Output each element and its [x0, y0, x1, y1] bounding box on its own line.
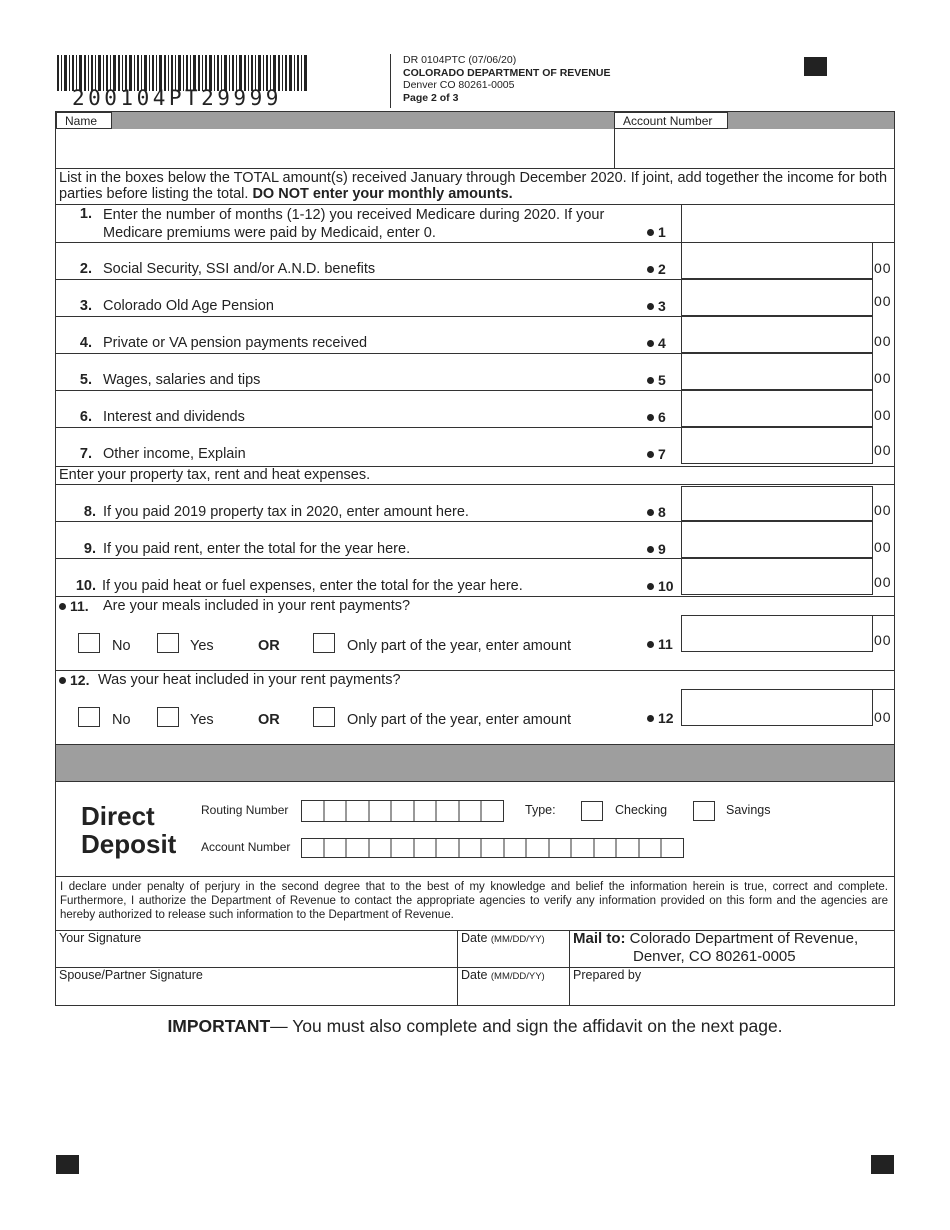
line-5-cents: 00	[874, 370, 892, 386]
line-2-ref: 2	[647, 261, 666, 277]
spouse-date-field[interactable]	[458, 967, 569, 1005]
page-number: Page 2 of 3	[403, 91, 459, 104]
form-header	[390, 54, 610, 108]
line-4-text: Private or VA pension payments received	[103, 335, 368, 351]
line-3-amount-input[interactable]	[681, 279, 872, 316]
checking-checkbox[interactable]	[581, 801, 603, 821]
instructions: List in the boxes below the TOTAL amount(s) received January through December 2020. If joint, add together the income for both parties before listing the total. DO NOT enter your monthly amounts.	[59, 170, 888, 202]
line-2-text: Social Security, SSI and/or A.N.D. benefits	[103, 261, 376, 277]
name-header-bar	[56, 112, 614, 129]
line-3-text: Colorado Old Age Pension	[103, 298, 274, 314]
spouse-signature-field[interactable]	[56, 967, 457, 1005]
line-6-ref: 6	[647, 409, 666, 425]
type-label: Type:	[525, 803, 556, 817]
line-1-text: Enter the number of months (1-12) you received Medicare during 2020. If your Medicare premiums were paid by Medicaid, enter 0.	[103, 207, 605, 241]
routing-number-label: Routing Number	[201, 803, 289, 817]
line-8-text: If you paid 2019 property tax in 2020, enter amount here.	[103, 504, 469, 520]
line-10-number: 10.	[75, 578, 96, 594]
line-row	[56, 558, 894, 595]
important-notice: IMPORTANT— You must also complete and sign the affidavit on the next page.	[167, 1016, 783, 1036]
q12-cents: 00	[874, 709, 892, 725]
account-number-label: Account Number	[614, 112, 728, 129]
line-row	[56, 242, 894, 279]
line-5-amount-input[interactable]	[681, 353, 872, 390]
line-10-cents: 00	[874, 574, 892, 590]
q12-amount-input[interactable]	[681, 689, 872, 726]
line-row	[56, 279, 894, 316]
line-7-cents: 00	[874, 442, 892, 458]
line-9-ref: 9	[647, 541, 666, 557]
q11-yes-label: Yes	[190, 638, 214, 654]
savings-label: Savings	[726, 803, 771, 817]
form-id: DR 0104PTC (07/06/20)	[403, 54, 517, 66]
line-6-cents: 00	[874, 407, 892, 423]
line-10-ref: 10	[647, 578, 674, 594]
mail-to: Mail to: Colorado Department of Revenue, Denver, CO 80261-0005	[573, 930, 859, 965]
line-8-amount-input[interactable]	[681, 486, 872, 521]
q11-or: OR	[258, 638, 280, 654]
q11-ref: 11	[647, 636, 673, 652]
line-7-amount-input[interactable]	[681, 427, 872, 464]
line-7-ref: 7	[647, 446, 666, 462]
account-number-input[interactable]	[614, 129, 894, 168]
line-9-text: If you paid rent, enter the total for the year here.	[103, 541, 411, 557]
q11-part-year-checkbox[interactable]	[313, 633, 335, 653]
line-8-ref: 8	[647, 504, 666, 520]
q12-part-year-checkbox[interactable]	[313, 707, 335, 727]
line-10-text: If you paid heat or fuel expenses, enter the total for the year here.	[102, 578, 523, 594]
registration-mark-top	[804, 57, 827, 76]
q12-question: Was your heat included in your rent payments?	[98, 672, 401, 688]
q12-no-label: No	[112, 712, 131, 728]
line-9-number: 9.	[83, 541, 96, 557]
date-field[interactable]	[458, 930, 569, 967]
line-4-cents: 00	[874, 333, 892, 349]
line-3-ref: 3	[647, 298, 666, 314]
q11-part-year-label: Only part of the year, enter amount	[347, 638, 572, 654]
line-3-number: 3.	[79, 298, 92, 314]
grey-separator	[56, 744, 894, 782]
form-body	[55, 111, 895, 1006]
q12-part-year-label: Only part of the year, enter amount	[347, 712, 572, 728]
declaration-text: I declare under penalty of perjury in the second degree that to the best of my knowledge and belief the information herein is true, correct and complete. Furthermore, I authorize the Department of Revenue to contact the appropriate agencies to verify any information provided on this form and the agencies are hereby authorized to release such information to the Department of Revenue.	[60, 881, 888, 921]
registration-mark-bottom-right	[871, 1155, 894, 1174]
line-9-cents: 00	[874, 539, 892, 555]
line-5-ref: 5	[647, 372, 666, 388]
line-row	[56, 521, 894, 558]
expense-lines	[56, 484, 894, 596]
routing-number-input[interactable]	[301, 800, 504, 822]
line-1-amount-input[interactable]	[682, 205, 894, 241]
savings-checkbox[interactable]	[693, 801, 715, 821]
spouse-date-label: Date (MM/DD/YY)	[461, 968, 545, 982]
line-2-number: 2.	[79, 261, 92, 277]
your-signature-label: Your Signature	[59, 931, 142, 945]
expenses-heading: Enter your property tax, rent and heat expenses.	[59, 467, 371, 483]
q12-yes-checkbox[interactable]	[157, 707, 179, 727]
your-signature-field[interactable]	[56, 930, 457, 967]
date-label: Date (MM/DD/YY)	[461, 931, 545, 945]
checking-label: Checking	[615, 803, 668, 817]
line-3-cents: 00	[874, 293, 892, 309]
line-8-cents: 00	[874, 502, 892, 518]
line-1-ref: 1	[647, 224, 666, 240]
line-row	[56, 427, 894, 465]
q11-cents: 00	[874, 632, 892, 648]
line-4-number: 4.	[79, 335, 92, 351]
dd-account-number-label: Account Number	[201, 840, 291, 854]
direct-deposit-title: Direct Deposit	[81, 801, 177, 859]
line-6-number: 6.	[79, 409, 92, 425]
name-input[interactable]	[56, 129, 614, 168]
line-6-text: Interest and dividends	[103, 409, 245, 425]
dd-account-number-input[interactable]	[301, 838, 684, 858]
line-7-text: Other income, Explain	[103, 446, 246, 462]
q12-or: OR	[258, 712, 280, 728]
q12-no-checkbox[interactable]	[78, 707, 100, 727]
q11-number: 11.	[59, 598, 89, 614]
line-2-cents: 00	[874, 260, 892, 276]
q11-question: Are your meals included in your rent payments?	[103, 598, 411, 614]
line-row	[56, 353, 894, 390]
q11-yes-checkbox[interactable]	[157, 633, 179, 653]
line-6-amount-input[interactable]	[681, 390, 872, 427]
line-10-amount-input[interactable]	[681, 558, 872, 595]
q11-no-checkbox[interactable]	[78, 633, 100, 653]
income-lines	[56, 242, 894, 467]
line-7-number: 7.	[79, 446, 92, 462]
line-8-number: 8.	[83, 504, 96, 520]
line-2-amount-input[interactable]	[681, 242, 872, 279]
line-9-amount-input[interactable]	[681, 521, 872, 558]
line-4-amount-input[interactable]	[681, 316, 872, 353]
line-row	[56, 484, 894, 521]
dd-account-number-boxes	[301, 838, 684, 858]
line-row	[56, 316, 894, 353]
routing-number-boxes	[301, 800, 504, 822]
spouse-signature-label: Spouse/Partner Signature	[59, 968, 203, 982]
name-label: Name	[56, 112, 112, 129]
q11-amount-input[interactable]	[681, 615, 872, 652]
prepared-by-field[interactable]	[570, 967, 894, 1005]
q12-yes-label: Yes	[190, 712, 214, 728]
q11-no-label: No	[112, 638, 131, 654]
department-address: Denver CO 80261-0005	[403, 79, 515, 91]
line-5-number: 5.	[79, 372, 92, 388]
line-1-number: 1.	[79, 206, 92, 222]
q12-ref: 12	[647, 710, 674, 726]
prepared-by-label: Prepared by	[573, 968, 642, 982]
department-name: COLORADO DEPARTMENT OF REVENUE	[403, 66, 611, 79]
line-5-text: Wages, salaries and tips	[103, 372, 261, 388]
q12-number: 12.	[59, 672, 89, 688]
registration-mark-bottom-left	[56, 1155, 79, 1174]
barcode-number: 200104PT29999	[72, 86, 282, 110]
line-row	[56, 390, 894, 427]
line-4-ref: 4	[647, 335, 666, 351]
